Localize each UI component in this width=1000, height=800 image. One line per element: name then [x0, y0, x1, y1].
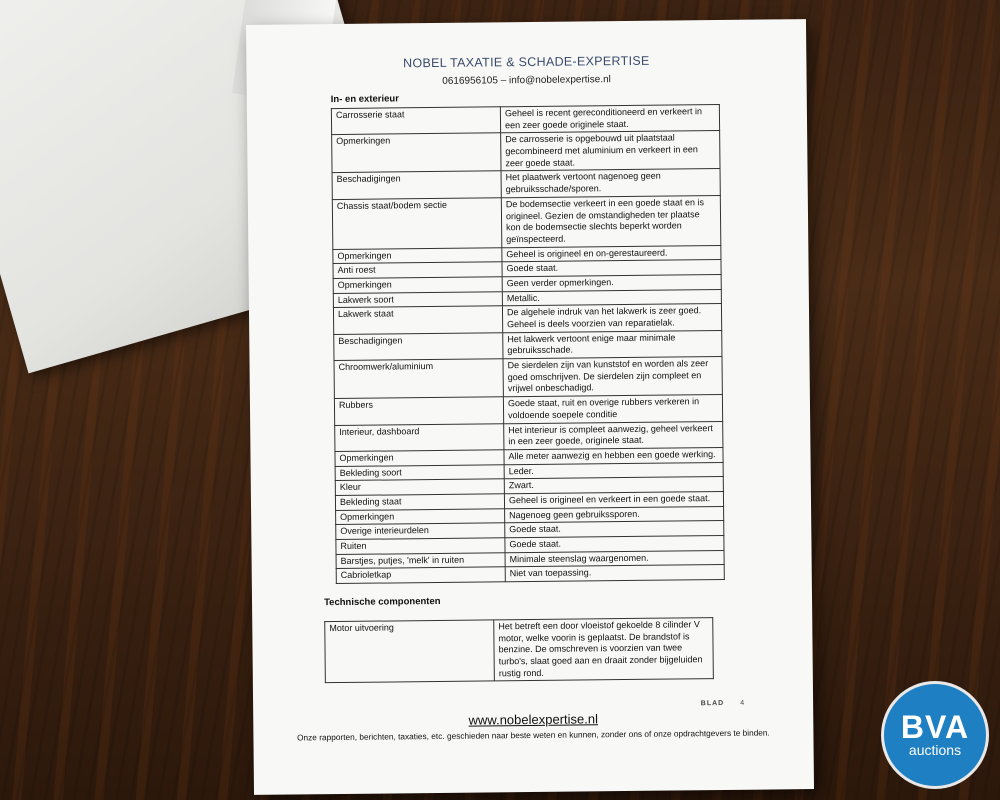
row-label: Interieur, dashboard	[335, 423, 504, 451]
row-value: Geheel is recent gereconditioneerd en verkeert in een zeer goede originele staat.	[500, 105, 719, 134]
row-label: Motor uitvoering	[325, 620, 495, 683]
row-value: De bodemsectie verkeert in een goede staat en is origineel. Gezien de omstandigheden ter plaatse kon de bodemsectie slechts beperkt worden geïnspecteerd.	[501, 195, 721, 247]
row-value: Nagenoeg geen gebruikssporen.	[505, 506, 724, 523]
technical-table-body	[325, 618, 714, 683]
table-row	[335, 421, 723, 451]
logo-text-small: auctions	[908, 742, 962, 759]
page-label: BLAD	[700, 699, 725, 708]
row-value: Goede staat.	[505, 535, 724, 552]
row-label: Chroomwerk/aluminium	[334, 359, 503, 399]
row-value: Geheel is origineel en verkeert in een goede staat.	[504, 491, 723, 508]
row-label: Overige interieurdelen	[336, 523, 505, 539]
row-label: Beschadigingen	[334, 332, 503, 360]
row-value: Het lakwerk vertoont enige maar minimale gebruiksschade.	[503, 330, 722, 359]
row-label: Lakwerk staat	[333, 306, 502, 334]
row-value: Goede staat.	[505, 521, 724, 538]
document-sheet	[246, 19, 814, 795]
row-value: Geen verder opmerkingen.	[502, 274, 721, 291]
table-row	[332, 195, 720, 249]
table-row	[334, 357, 722, 399]
section-title-exterior: In- en exterieur	[330, 93, 399, 106]
company-contact: 0616956105 – info@nobelexpertise.nl	[442, 74, 611, 87]
table-row	[331, 105, 719, 135]
row-value: De carrosserie is opgebouwd uit plaatstaal gecombineerd met aluminium en verkeert in een zeer goede staat.	[501, 131, 720, 171]
row-label: Barstjes, putjes, 'melk' in ruiten	[336, 552, 505, 568]
row-label: Ruiten	[336, 538, 505, 554]
row-value: Het plaatwerk vertoont nagenoeg geen gebruiksschade/sporen.	[501, 169, 720, 198]
row-label: Bekleding staat	[335, 494, 504, 510]
table-row	[325, 618, 714, 683]
row-value: Alle meter aanwezig en hebben een goede werking.	[504, 447, 723, 464]
disclaimer-text: Onze rapporten, berichten, taxaties, etc. geschieden naar beste weten en kunnen, zonder ons of onze opdrachtgevers te binden.	[297, 727, 770, 743]
table-row	[334, 395, 722, 425]
company-name: NOBEL TAXATIE & SCHADE-EXPERTISE	[403, 53, 650, 71]
row-value: Geheel is origineel en on-gerestaureerd.	[502, 245, 721, 262]
row-label: Carrosserie staat	[331, 107, 500, 135]
row-value: Niet van toepassing.	[505, 565, 724, 582]
row-value: Metallic.	[502, 289, 721, 306]
row-label: Opmerkingen	[336, 508, 505, 524]
website-link: www.nobelexpertise.nl	[468, 711, 599, 728]
exterior-table	[331, 104, 725, 584]
table-row	[333, 304, 721, 334]
row-label: Cabrioletkap	[336, 567, 505, 583]
row-value: Het interieur is compleet aanwezig, geheel verkeert in een zeer goede, originele staat.	[504, 421, 723, 450]
table-row	[336, 565, 724, 584]
page-marker	[701, 700, 745, 707]
row-label: Opmerkingen	[335, 450, 504, 466]
row-value: Minimale steenslag waargenomen.	[505, 550, 724, 567]
row-label: Lakwerk soort	[333, 291, 502, 307]
table-row	[332, 169, 720, 199]
row-value: Het betreft een door vloeistof gekoelde 8 cilinder V motor, welke voorin is geplaatst. De brandstof is benzine. De omschreven is voorzien van twee turbo's, slaat goed aan en draait zonder bijgeluiden rustig rond.	[494, 618, 714, 682]
table-row	[334, 330, 722, 360]
row-value: Zwart.	[504, 477, 723, 494]
bva-auctions-logo	[884, 684, 986, 786]
row-label: Opmerkingen	[332, 133, 501, 173]
row-label: Beschadigingen	[332, 171, 501, 199]
row-value: Goede staat, ruit en overige rubbers verkeren in voldoende soepele conditie	[503, 395, 722, 424]
row-value: Leder.	[504, 462, 723, 479]
row-label: Opmerkingen	[333, 247, 502, 263]
technical-table	[324, 617, 714, 684]
row-value: De algehele indruk van het lakwerk is zeer goed. Geheel is deels voorzien van reparatielak.	[502, 304, 721, 333]
row-value: Goede staat.	[502, 260, 721, 277]
exterior-table-body	[331, 105, 724, 584]
table-row	[332, 131, 720, 173]
row-label: Rubbers	[334, 397, 503, 425]
row-value: De sierdelen zijn van kunststof en worden als zeer goed omschrijven. De sierdelen zijn compleet en vrijwel onbeschadigd.	[503, 357, 722, 397]
row-label: Anti roest	[333, 262, 502, 278]
row-label: Opmerkingen	[333, 277, 502, 293]
row-label: Bekleding soort	[335, 464, 504, 480]
row-label: Kleur	[335, 479, 504, 495]
section-title-technical: Technische componenten	[323, 595, 441, 609]
row-label: Chassis staat/bodem sectie	[332, 198, 502, 250]
page-number: 4	[740, 699, 746, 707]
logo-text-big: BVA	[900, 709, 970, 746]
